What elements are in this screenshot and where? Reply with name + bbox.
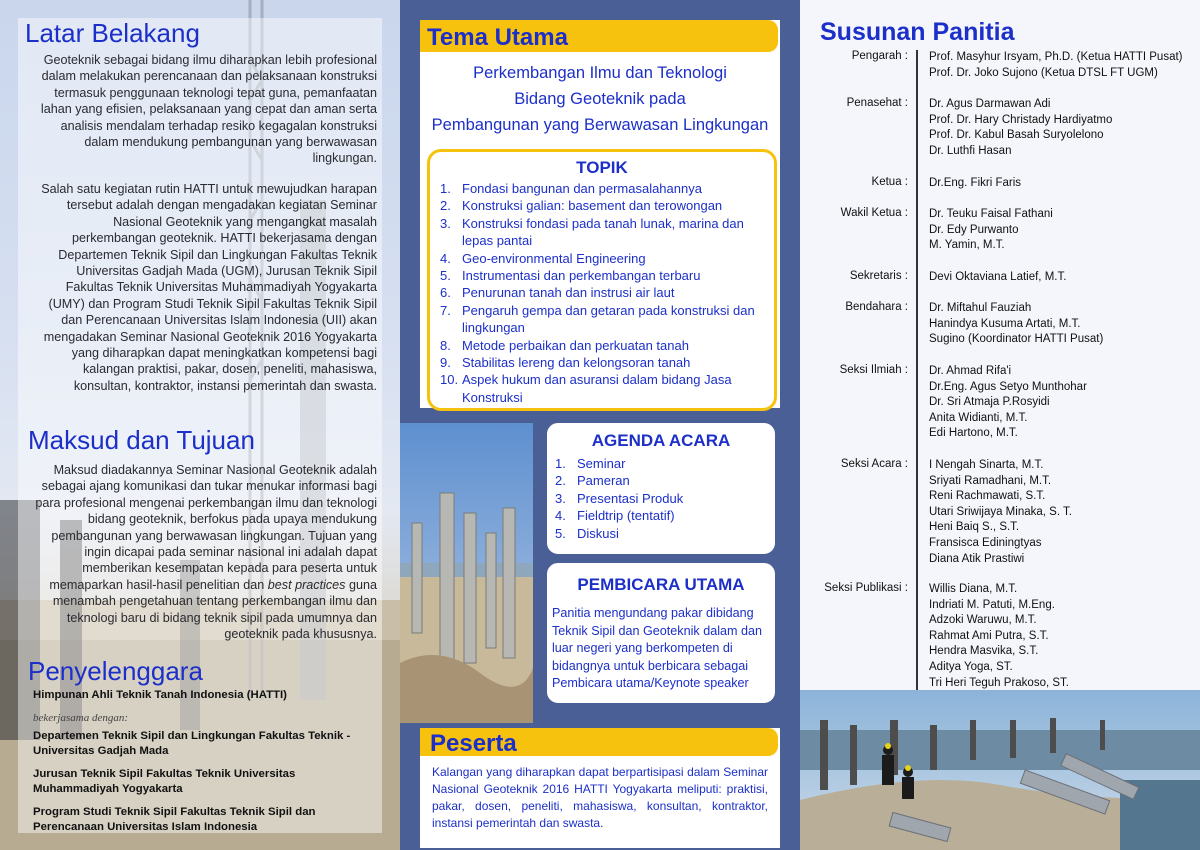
susunan-panitia-heading: Susunan Panitia	[820, 18, 1015, 46]
committee-member-name: Dr.Eng. Fikri Faris	[929, 177, 1022, 189]
right-panel	[800, 0, 1200, 850]
list-item-text: Konstruksi galian: basement dan terowongan	[462, 198, 723, 214]
committee-member-name: Sriyati Ramadhani, M.T.	[929, 474, 1052, 487]
organizer-umy: Jurusan Teknik Sipil Fakultas Teknik Universitas Muhammadiyah Yogyakarta	[33, 768, 296, 795]
tema-line-3: Pembangunan yang Berwawasan Lingkungan	[431, 116, 769, 134]
committee-member-name: Dr. Edy Purwanto	[929, 223, 1019, 236]
list-item-text: Pameran	[577, 473, 630, 489]
topik-box	[427, 149, 777, 411]
committee-role: Wakil Ketua :	[840, 207, 908, 219]
committee-member-name: Rahmat Ami Putra, S.T.	[929, 629, 1049, 642]
list-item-text: Diskusi	[577, 525, 619, 541]
committee-member-name: Prof. Dr. Joko Sujono (Ketua DTSL FT UGM)	[929, 66, 1158, 79]
list-item	[440, 197, 762, 214]
committee-member-name: Dr. Teuku Faisal Fathani	[929, 208, 1053, 220]
agenda-heading: AGENDA ACARA	[591, 431, 731, 450]
list-item-number: 3.	[440, 215, 451, 231]
committee-member-name: I Nengah Sinarta, M.T.	[929, 459, 1044, 471]
committee-member-name: Dr. Sri Atmaja P.Rosyidi	[929, 396, 1050, 409]
committee-member-name: Anita Widianti, M.T.	[929, 411, 1028, 424]
committee-member-name: Dr. Luthfi Hasan	[929, 144, 1012, 157]
list-item-text: Instrumentasi dan perkembangan terbaru	[462, 268, 701, 284]
list-item-number: 3.	[555, 490, 566, 506]
committee-member-name: Heni Baiq S., S.T.	[929, 521, 1020, 534]
list-item-number: 6.	[440, 285, 451, 301]
peserta-text: Kalangan yang diharapkan dapat berpartisipasi dalam Seminar Nasional Geoteknik 2016 HATTI Yogyakarta meliputi: praktisi, pakar, dosen, peneliti, mahasiswa, konsultan, kontraktor, instansi pemerintah dan swasta.	[432, 765, 768, 830]
pembicara-heading: PEMBICARA UTAMA	[577, 575, 745, 594]
committee-member-name: Aditya Yoga, ST.	[929, 660, 1013, 673]
committee-member-name: Indriati M. Patuti, M.Eng.	[929, 598, 1055, 611]
agenda-list	[555, 455, 765, 542]
committee-member-name: Fransisca Ediningtyas	[929, 536, 1042, 549]
organizer-hatti: Himpunan Ahli Teknik Tanah Indonesia (HATTI)	[33, 689, 287, 701]
list-item-number: 2.	[440, 198, 451, 214]
list-item-number: 9.	[440, 355, 451, 371]
list-item-text: Seminar	[577, 456, 626, 471]
list-item-number: 4.	[440, 250, 451, 266]
list-item-number: 7.	[440, 302, 451, 318]
committee-member-name: Adzoki Waruwu, M.T.	[929, 614, 1037, 627]
latar-belakang-paragraph-1: Geoteknik sebagai bidang ilmu diharapkan lebih profesional dalam melakukan perencanaan dan pelaksanaan konstruksi termasuk penggunaan teknologi tepat guna, pemanfaatan lahan yang efisien, pelaksanaan yang cepat dan aman serta analisis mendalam terhadap resiko kegagalan konstruksi dalam mendukung pembangunan yang berwawasan lingkungan.	[40, 53, 377, 166]
list-item	[440, 180, 762, 197]
list-item	[440, 267, 762, 284]
list-item	[555, 490, 765, 507]
penyelenggara-heading: Penyelenggara	[28, 656, 203, 686]
committee-member-name: Hanindya Kusuma Artati, M.T.	[929, 317, 1081, 330]
list-item-text: Konstruksi fondasi pada tanah lunak, marina dan lepas pantai	[462, 215, 744, 249]
list-item-number: 5.	[555, 525, 566, 541]
list-item-text: Geo-environmental Engineering	[462, 250, 646, 266]
committee-role: Ketua :	[871, 176, 908, 188]
committee-member-name: Willis Diana, M.T.	[929, 583, 1018, 595]
collaboration-label: bekerjasama dengan:	[33, 712, 129, 724]
list-item-text: Presentasi Produk	[577, 490, 684, 506]
committee-member-name: Dr. Ahmad Rifa'i	[929, 365, 1012, 377]
list-item-number: 1.	[440, 181, 451, 196]
pembicara-text: Panitia mengundang pakar dibidang Teknik Sipil dan Geoteknik dalam dan luar negeri yang berkompeten di bidangnya untuk berbicara sebagai Pembicara utama/Keynote speaker	[552, 606, 763, 690]
agenda-box	[544, 420, 778, 557]
committee-member-name: Prof. Dr. Kabul Basah Suryolelono	[929, 129, 1104, 142]
committee-role: Bendahara :	[845, 301, 908, 313]
list-item-number: 10.	[440, 372, 459, 388]
committee-member-name: Hendra Masvika, S.T.	[929, 645, 1039, 658]
committee-member-name: Dr. Miftahul Fauziah	[929, 302, 1032, 314]
list-item-text: Penurunan tanah dan instrusi air laut	[462, 285, 675, 301]
tema-line-1: Perkembangan Ilmu dan Teknologi	[473, 64, 727, 82]
tema-utama-heading: Tema Utama	[427, 24, 568, 51]
list-item-text: Pengaruh gempa dan getaran pada konstruksi dan lingkungan	[462, 302, 755, 336]
list-item	[440, 284, 762, 301]
committee-role: Pengarah :	[851, 50, 908, 62]
list-item-text: Fondasi bangunan dan permasalahannya	[462, 181, 702, 196]
list-item-text: Stabilitas lereng dan kelongsoran tanah	[462, 355, 691, 371]
list-item	[440, 354, 762, 371]
maksud-tujuan-paragraph: Maksud diadakannya Seminar Nasional Geoteknik adalah sebagai ajang komunikasi dan tukar menukar informasi bagi para profesional mengenai perkembangan ilmu dan teknologi bidang geoteknik, berfokus pada upaya mendukung pembangunan yang berwawasan lingkungan. Tujuan yang ingin dicapai pada seminar nasional ini adalah dapat memberikan kesempatan kepada para peserta untuk memaparkan hasil-hasil penelitian dan best practices guna menambah pengetahuan tentang perkembangan ilmu dan teknologi baru di bidang teknik sipil pada umumnya dan geoteknik pada khususnya.	[35, 463, 377, 642]
list-item	[440, 250, 762, 267]
middle-panel	[400, 0, 800, 850]
list-item-text: Metode perbaikan dan perkuatan tanah	[462, 337, 689, 353]
committee-member-name: Prof. Masyhur Irsyam, Ph.D. (Ketua HATTI Pusat)	[929, 51, 1183, 63]
committee-member-name: Diana Atik Prastiwi	[929, 552, 1025, 565]
list-item-number: 5.	[440, 268, 451, 284]
committee-member-name: Dr. Agus Darmawan Adi	[929, 98, 1051, 110]
committee-role: Seksi Acara :	[840, 458, 908, 470]
list-item-number: 2.	[555, 473, 566, 489]
maksud-tujuan-heading: Maksud dan Tujuan	[28, 425, 255, 455]
committee-member-name: Sugino (Koordinator HATTI Pusat)	[929, 333, 1104, 346]
organizer-ugm: Departemen Teknik Sipil dan Lingkungan Fakultas Teknik - Universitas Gadjah Mada	[33, 730, 351, 757]
committee-member-name: Devi Oktaviana Latief, M.T.	[929, 271, 1067, 283]
committee-role: Seksi Publikasi :	[824, 582, 908, 594]
tema-line-2: Bidang Geoteknik pada	[514, 90, 686, 108]
committee-member-name: Utari Sriwijaya Minaka, S. T.	[929, 505, 1072, 518]
committee-divider-line	[916, 50, 918, 690]
committee-member-name: Dr.Eng. Agus Setyo Munthohar	[929, 380, 1087, 393]
list-item	[440, 215, 762, 250]
committee-member-name: Reni Rachmawati, S.T.	[929, 490, 1046, 503]
peserta-heading: Peserta	[430, 730, 517, 757]
committee-member-name: Edi Hartono, M.T.	[929, 427, 1018, 440]
list-item	[440, 302, 762, 337]
list-item	[440, 371, 762, 406]
list-item	[555, 525, 765, 542]
committee-role: Seksi Ilmiah :	[839, 364, 908, 376]
committee-role: Sekretaris :	[849, 270, 908, 282]
list-item	[555, 507, 765, 524]
committee-role: Penasehat :	[846, 97, 908, 109]
committee-member-name: Prof. Dr. Hary Christady Hardiyatmo	[929, 113, 1113, 126]
list-item-number: 4.	[555, 508, 566, 524]
committee-member-name: Tri Heri Teguh Prakoso, ST.	[929, 676, 1069, 689]
list-item-number: 8.	[440, 337, 451, 353]
list-item	[440, 337, 762, 354]
pier-construction-photo	[800, 690, 1200, 850]
committee-member-name: M. Yamin, M.T.	[929, 239, 1005, 252]
latar-belakang-paragraph-2: Salah satu kegiatan rutin HATTI untuk mewujudkan harapan tersebut adalah dengan mengadakan kegiatan Seminar Nasional Geoteknik yang mengangkat masalah perkembangan geoteknik. HATTI bekerjasama dengan Departemen Teknik Sipil dan Lingkungan Fakultas Teknik Universitas Gadjah Mada (UGM), Jurusan Teknik Sipil Fakultas Teknik Universitas Muhammadiyah Yogyakarta (UMY) dan Program Studi Teknik Sipil Fakultas Teknik Sipil dan Perencanaan Universitas Islam Indonesia (UII) akan mengadakan Seminar Nasional Geoteknik 2016 Yogyakarta yang diharapkan dapat meningkatkan kompetensi bagi kalangan praktisi, pakar, dosen, peneliti, mahasiswa, konsultan, kontraktor, instansi pemerintah dan swasta.	[41, 182, 377, 393]
latar-belakang-heading: Latar Belakang	[25, 18, 200, 48]
list-item-text: Aspek hukum dan asuransi dalam bidang Jasa Konstruksi	[462, 372, 732, 405]
topik-list	[440, 180, 762, 406]
list-item-text: Fieldtrip (tentatif)	[577, 508, 675, 524]
list-item-number: 1.	[555, 456, 566, 471]
list-item	[555, 472, 765, 489]
organizer-uii: Program Studi Teknik Sipil Fakultas Teknik Sipil dan Perencanaan Universitas Islam Indonesia	[33, 806, 316, 833]
topik-heading: TOPIK	[576, 158, 628, 177]
pile-columns-photo	[400, 423, 533, 723]
list-item	[555, 455, 765, 472]
pembicara-box	[544, 560, 778, 706]
left-panel	[0, 0, 400, 850]
